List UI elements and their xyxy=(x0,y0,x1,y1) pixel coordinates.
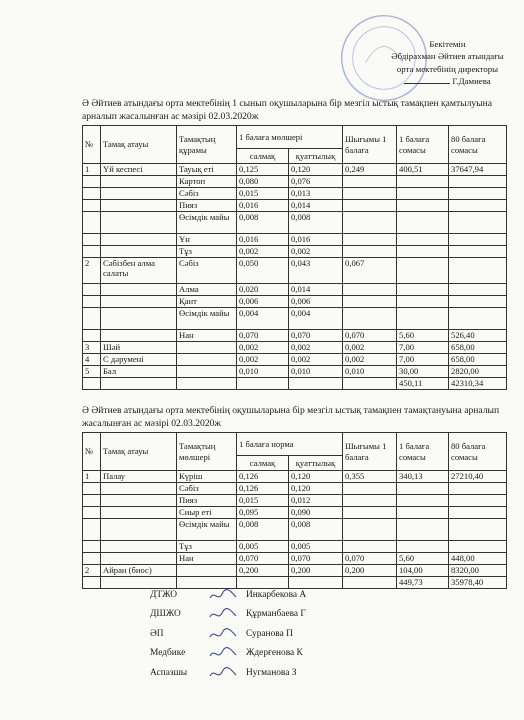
approval-block xyxy=(375,38,520,88)
table-cell xyxy=(397,258,449,284)
table-cell: Нан xyxy=(177,330,237,342)
table-cell: Сәбіз xyxy=(177,188,237,200)
table-cell xyxy=(101,200,177,212)
table-cell xyxy=(101,541,177,553)
table-cell: Үй кеспесі xyxy=(101,164,177,176)
table-cell xyxy=(397,308,449,330)
table-row xyxy=(83,164,507,176)
table-row xyxy=(83,234,507,246)
table-cell: Шәй xyxy=(101,342,177,354)
director-signature xyxy=(404,83,450,84)
table-cell: 3 xyxy=(83,342,101,354)
table-row xyxy=(83,188,507,200)
signature-name: Суранова П xyxy=(246,628,293,639)
table-cell: 0,126 xyxy=(237,483,289,495)
table-cell xyxy=(343,577,397,589)
table-row xyxy=(83,330,507,342)
table-cell: 0,043 xyxy=(289,258,343,284)
table-cell: 448,00 xyxy=(449,553,507,565)
table-cell: 27210,40 xyxy=(449,471,507,483)
table-cell: 0,002 xyxy=(237,246,289,258)
table-row xyxy=(83,354,507,366)
table-cell: Тауық еті xyxy=(177,164,237,176)
header-composition: Тамақтың құрамы xyxy=(177,126,237,164)
table-cell: Өсімдік майы xyxy=(177,308,237,330)
table-row xyxy=(83,577,507,589)
table-cell xyxy=(101,188,177,200)
table-cell xyxy=(237,577,289,589)
table-cell: 0,015 xyxy=(237,188,289,200)
table-cell xyxy=(449,200,507,212)
table-cell xyxy=(449,188,507,200)
table-cell: Нан xyxy=(177,553,237,565)
table-cell xyxy=(397,188,449,200)
table-cell: 0,095 xyxy=(237,507,289,519)
table-row xyxy=(83,200,507,212)
table-cell: 0,080 xyxy=(237,176,289,188)
header-name: Тамақ атауы xyxy=(101,126,177,164)
handwritten-signature xyxy=(208,666,246,685)
approval-line-2: Әбдірахман Әйтиев атындағы xyxy=(391,51,504,62)
table-cell xyxy=(83,507,101,519)
table-cell xyxy=(83,483,101,495)
table-cell: 0,002 xyxy=(289,342,343,354)
header-cost80: 80 балаға сомасы xyxy=(449,126,507,164)
table-cell xyxy=(397,296,449,308)
table-cell: 0,014 xyxy=(289,200,343,212)
table-cell: Өсімдік майы xyxy=(177,519,237,541)
signature-role: Аспазшы xyxy=(150,667,188,678)
table-cell: 7,00 xyxy=(397,342,449,354)
table-cell: 0,010 xyxy=(289,366,343,378)
table-cell xyxy=(343,378,397,390)
handwritten-signature xyxy=(208,588,246,607)
header-num: № xyxy=(83,126,101,164)
table-cell: 0,006 xyxy=(289,296,343,308)
handwritten-signature xyxy=(208,646,246,665)
table-cell: Өсімдік майы xyxy=(177,212,237,234)
table-cell: 0,002 xyxy=(237,354,289,366)
table-cell: 8320,00 xyxy=(449,565,507,577)
table-cell: С дәрумені xyxy=(101,354,177,366)
menu-table-2 xyxy=(82,432,507,589)
table-cell: Бал xyxy=(101,366,177,378)
table-cell: 0,355 xyxy=(343,471,397,483)
table-cell xyxy=(289,577,343,589)
table-row xyxy=(83,541,507,553)
table-cell xyxy=(101,483,177,495)
signature-name: Құрманбаева Г xyxy=(246,609,306,620)
header-composition: Тамақтың мөлшері xyxy=(177,433,237,471)
signature-role: ДШЖО xyxy=(150,609,181,620)
table-cell: 0,002 xyxy=(237,342,289,354)
table-cell: 1 xyxy=(83,471,101,483)
table-cell: 658,00 xyxy=(449,354,507,366)
table-row xyxy=(83,308,507,330)
table-cell: 0,002 xyxy=(289,354,343,366)
table-cell: 0,008 xyxy=(237,212,289,234)
table1-title: Ә Әйтиев атындағы орта мектебінің 1 сынып оқушыларына бір мезгіл ыстық тамақпен қамтылуына арналып жасалынған ас мәзірі 02.03.2020ж xyxy=(82,98,493,122)
table-cell: Сәбіз xyxy=(177,258,237,284)
table-cell: 42310,34 xyxy=(449,378,507,390)
table-cell xyxy=(343,200,397,212)
table-cell: Сиыр еті xyxy=(177,507,237,519)
table-cell: 0,070 xyxy=(289,330,343,342)
table-cell: 0,120 xyxy=(289,483,343,495)
table-cell: 0,120 xyxy=(289,164,343,176)
table-cell xyxy=(449,296,507,308)
table-cell: 2820,00 xyxy=(449,366,507,378)
table-cell xyxy=(101,284,177,296)
table-row xyxy=(83,176,507,188)
table-cell: 658,00 xyxy=(449,342,507,354)
table-cell xyxy=(397,495,449,507)
table-cell: 0,076 xyxy=(289,176,343,188)
header-yield: Шығымы 1 балаға xyxy=(343,126,397,164)
table-cell: 0,014 xyxy=(289,284,343,296)
table-cell: 2 xyxy=(83,258,101,284)
table-cell xyxy=(397,519,449,541)
table-cell: 0,008 xyxy=(237,519,289,541)
table-cell: 4 xyxy=(83,354,101,366)
table-cell xyxy=(343,541,397,553)
table-cell: 35978,40 xyxy=(449,577,507,589)
table-row xyxy=(83,495,507,507)
header-yield: Шығымы 1 балаға xyxy=(343,433,397,471)
table-cell: 0,004 xyxy=(289,308,343,330)
table-cell xyxy=(343,483,397,495)
table-cell: Күріш xyxy=(177,471,237,483)
table-cell xyxy=(449,495,507,507)
table-cell xyxy=(101,212,177,234)
table-cell: 0,010 xyxy=(343,366,397,378)
table-cell: 449,73 xyxy=(397,577,449,589)
table-cell xyxy=(177,366,237,378)
table-cell xyxy=(397,234,449,246)
table-cell xyxy=(343,507,397,519)
table-cell xyxy=(449,258,507,284)
table-cell xyxy=(343,495,397,507)
table-cell xyxy=(397,212,449,234)
table-row xyxy=(83,471,507,483)
table-cell xyxy=(449,212,507,234)
table-cell: 0,002 xyxy=(343,342,397,354)
table-cell: Палау xyxy=(101,471,177,483)
table-cell: 400,51 xyxy=(397,164,449,176)
table-cell: 7,00 xyxy=(397,354,449,366)
table-cell: 0,016 xyxy=(237,234,289,246)
signature-row xyxy=(150,646,306,665)
table-cell: 1 xyxy=(83,164,101,176)
table-cell xyxy=(101,507,177,519)
table-cell xyxy=(397,176,449,188)
table-cell xyxy=(177,378,237,390)
table-cell xyxy=(449,246,507,258)
signature-row xyxy=(150,666,306,685)
table-cell xyxy=(177,354,237,366)
table-cell xyxy=(83,577,101,589)
table-cell: 0,002 xyxy=(289,246,343,258)
table-cell xyxy=(83,234,101,246)
table-cell: Қант xyxy=(177,296,237,308)
table-cell: 0,070 xyxy=(343,553,397,565)
table-cell: 0,125 xyxy=(237,164,289,176)
table-cell xyxy=(343,284,397,296)
table-cell: Пияз xyxy=(177,200,237,212)
table-cell: Сәбіз xyxy=(177,483,237,495)
table-cell xyxy=(449,507,507,519)
table-cell: 0,013 xyxy=(289,188,343,200)
table-cell: 0,016 xyxy=(237,200,289,212)
handwritten-signature xyxy=(208,627,246,646)
table-cell xyxy=(83,541,101,553)
table-cell: Алма xyxy=(177,284,237,296)
table-row xyxy=(83,565,507,577)
table-cell xyxy=(83,330,101,342)
table-cell: Сәбізбен алма салаты xyxy=(101,258,177,284)
header-name: Тамақ атауы xyxy=(101,433,177,471)
table-cell xyxy=(83,495,101,507)
table-cell xyxy=(397,200,449,212)
table-cell: 30,00 xyxy=(397,366,449,378)
table-cell xyxy=(101,176,177,188)
table-cell: 0,070 xyxy=(289,553,343,565)
table-cell xyxy=(101,330,177,342)
table-cell xyxy=(83,176,101,188)
table-cell: 0,249 xyxy=(343,164,397,176)
table-row xyxy=(83,366,507,378)
table-cell: 0,200 xyxy=(237,565,289,577)
table-cell: 0,070 xyxy=(237,553,289,565)
table-cell xyxy=(101,577,177,589)
table-cell xyxy=(343,234,397,246)
table-cell: 5,60 xyxy=(397,330,449,342)
table-cell: Картоп xyxy=(177,176,237,188)
signature-role: ДТЖО xyxy=(150,590,178,600)
table-cell xyxy=(101,234,177,246)
table-cell: 5,60 xyxy=(397,553,449,565)
table-cell xyxy=(343,176,397,188)
table-cell xyxy=(177,565,237,577)
table-cell xyxy=(101,308,177,330)
table-cell xyxy=(343,519,397,541)
table-cell xyxy=(101,378,177,390)
signature-row xyxy=(150,607,306,626)
signature-role: Медбике xyxy=(150,648,186,659)
table-cell xyxy=(237,378,289,390)
approval-line-1: Бекітемін xyxy=(429,39,466,49)
table-cell xyxy=(101,296,177,308)
table-cell: 0,090 xyxy=(289,507,343,519)
table-cell: 0,008 xyxy=(289,212,343,234)
table-row xyxy=(83,284,507,296)
table-row xyxy=(83,378,507,390)
table-cell: 0,005 xyxy=(289,541,343,553)
table-cell xyxy=(83,519,101,541)
table-cell xyxy=(83,284,101,296)
table-cell xyxy=(83,200,101,212)
header-cost1: 1 балаға сомасы xyxy=(397,126,449,164)
table-cell xyxy=(449,284,507,296)
signature-name: Инкарбекова А xyxy=(246,590,307,600)
table-cell: 5 xyxy=(83,366,101,378)
table-row xyxy=(83,553,507,565)
signature-row xyxy=(150,627,306,646)
table-row xyxy=(83,246,507,258)
table-cell xyxy=(449,541,507,553)
table-cell xyxy=(397,246,449,258)
table-cell: 0,067 xyxy=(343,258,397,284)
table-row xyxy=(83,212,507,234)
header-norm: 1 балаға мөлшері xyxy=(237,126,343,149)
table-cell: 0,004 xyxy=(237,308,289,330)
table-cell: 0,005 xyxy=(237,541,289,553)
table-cell xyxy=(101,553,177,565)
table-cell xyxy=(177,577,237,589)
table-cell xyxy=(397,507,449,519)
table-cell: 0,126 xyxy=(237,471,289,483)
table-cell xyxy=(101,495,177,507)
header-num: № xyxy=(83,433,101,471)
table-cell: 0,002 xyxy=(343,354,397,366)
table-cell xyxy=(83,212,101,234)
table2-title: Ә Әйтиев атындағы орта мектебінің оқушыларына бір мезгіл ыстық тамақпен тамақтануына арналып жасалынған ас мәзірі 02.03.2020ж xyxy=(82,405,500,429)
signature-row xyxy=(150,588,306,607)
table-cell: 0,120 xyxy=(289,471,343,483)
table-cell: Тұз xyxy=(177,541,237,553)
table-cell: 104,00 xyxy=(397,565,449,577)
table-cell: 340,13 xyxy=(397,471,449,483)
table-cell: 526,40 xyxy=(449,330,507,342)
table-cell: 0,010 xyxy=(237,366,289,378)
table-cell: 0,200 xyxy=(289,565,343,577)
table-row xyxy=(83,519,507,541)
table-cell xyxy=(83,188,101,200)
table-cell xyxy=(449,308,507,330)
table-cell: 0,016 xyxy=(289,234,343,246)
table-cell: 0,020 xyxy=(237,284,289,296)
header-quality: қуаттылық xyxy=(289,456,343,471)
table-cell: Ұн xyxy=(177,234,237,246)
table-cell: 0,070 xyxy=(237,330,289,342)
signature-block xyxy=(150,588,306,685)
header-cost1: 1 балаға сомасы xyxy=(397,433,449,471)
table-cell: 0,200 xyxy=(343,565,397,577)
approval-line-4: Г.Дамиева xyxy=(375,75,520,87)
table-cell: 0,050 xyxy=(237,258,289,284)
signature-name: Нугманова З xyxy=(246,667,297,678)
table-cell xyxy=(343,212,397,234)
table-cell: 37647,94 xyxy=(449,164,507,176)
table-cell xyxy=(449,483,507,495)
menu-table-1 xyxy=(82,125,507,390)
table-cell: 450,11 xyxy=(397,378,449,390)
table-cell: 0,015 xyxy=(237,495,289,507)
table-cell: 0,008 xyxy=(289,519,343,541)
signature-name: Ждерғенова К xyxy=(246,648,303,659)
approval-line-3: орта мектебінің директоры xyxy=(396,63,499,74)
table-cell xyxy=(83,246,101,258)
table-cell: 0,070 xyxy=(343,330,397,342)
table-cell xyxy=(101,519,177,541)
table-cell xyxy=(449,176,507,188)
table-cell: 0,006 xyxy=(237,296,289,308)
table-row xyxy=(83,258,507,284)
header-weight: салмақ xyxy=(237,149,289,164)
table-cell: Айран (биос) xyxy=(101,565,177,577)
signature-role: ӘП xyxy=(150,628,164,639)
table-cell: 2 xyxy=(83,565,101,577)
table-cell xyxy=(449,234,507,246)
table-cell xyxy=(449,519,507,541)
table-cell: Тұз xyxy=(177,246,237,258)
table-row xyxy=(83,483,507,495)
table-cell xyxy=(343,308,397,330)
table-cell: Пияз xyxy=(177,495,237,507)
header-cost80: 80 балаға сомасы xyxy=(449,433,507,471)
table-cell xyxy=(289,378,343,390)
table-cell xyxy=(83,296,101,308)
table-cell xyxy=(397,483,449,495)
table-cell xyxy=(397,541,449,553)
table-row xyxy=(83,507,507,519)
header-weight: салмақ xyxy=(237,456,289,471)
table-cell xyxy=(83,308,101,330)
table-cell xyxy=(177,342,237,354)
handwritten-signature xyxy=(208,607,246,626)
table-cell xyxy=(101,246,177,258)
table-cell xyxy=(83,378,101,390)
table-cell xyxy=(343,188,397,200)
table-row xyxy=(83,296,507,308)
table-cell xyxy=(83,553,101,565)
header-quality: қуаттылық xyxy=(289,149,343,164)
table-cell: 0,012 xyxy=(289,495,343,507)
table-row xyxy=(83,342,507,354)
header-norm: 1 балаға норма xyxy=(237,433,343,456)
table-cell xyxy=(397,284,449,296)
table-cell xyxy=(343,246,397,258)
table-cell xyxy=(343,296,397,308)
